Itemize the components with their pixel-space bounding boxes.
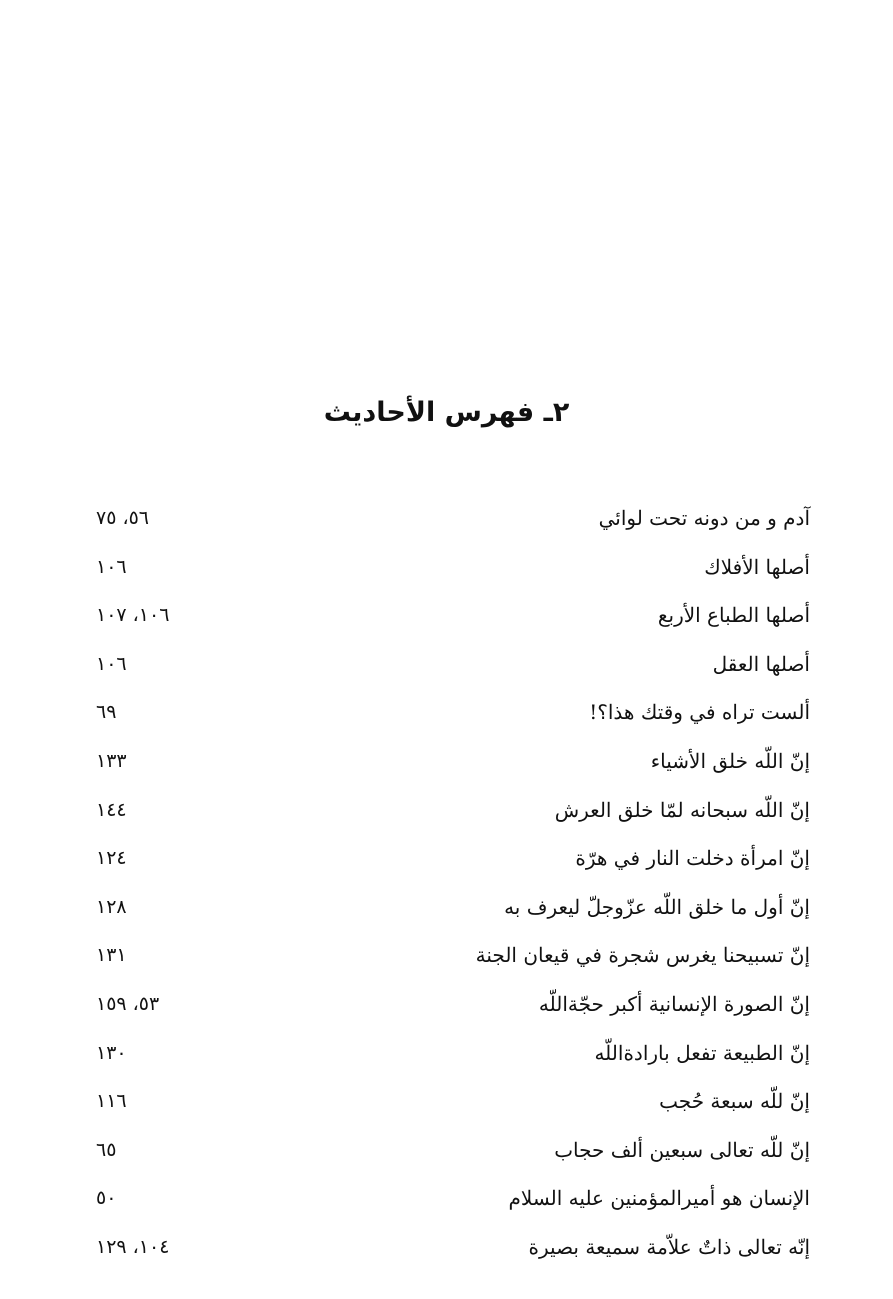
- hadith-text: إنّ أول ما خلق اللّه عزّوجلّ ليعرف به: [504, 894, 810, 919]
- hadith-text: ألست تراه في وقتك هذا؟!: [589, 700, 810, 725]
- hadith-text: إنّ اللّه خلق الأشياء: [650, 748, 810, 773]
- index-entry: [96, 640, 810, 689]
- page-numbers: ١٣٣: [96, 749, 127, 772]
- hadith-text: إنّ اللّه سبحانه لمّا خلق العرش: [554, 797, 810, 822]
- hadith-text: أصلها الطباع الأربع: [657, 603, 810, 628]
- page-numbers: ١٣١: [96, 944, 127, 967]
- page-numbers: ١٠٦: [96, 555, 127, 578]
- page-numbers: ١٢٨: [96, 895, 127, 918]
- page-numbers: ١٤٤: [96, 798, 127, 821]
- page-numbers: ٥٦، ٧٥: [96, 507, 150, 529]
- index-entry: [96, 1174, 810, 1223]
- index-entry: [96, 1077, 810, 1126]
- index-entry: [96, 1223, 810, 1272]
- hadith-text: إنّ الطبيعة تفعل بارادةاللّه: [594, 1040, 810, 1065]
- hadith-text: الإنسان هو أميرالمؤمنين عليه السلام: [508, 1186, 810, 1211]
- index-entry: [96, 980, 810, 1029]
- index-entry: [96, 786, 810, 835]
- hadith-text: إنّ للّه تعالى سبعين ألف حجاب: [554, 1137, 810, 1162]
- index-entry: [96, 737, 810, 786]
- index-entry: [96, 1029, 810, 1078]
- index-entry: [96, 688, 810, 737]
- page-numbers: ٦٩: [96, 701, 117, 724]
- page-numbers: ١١٦: [96, 1090, 127, 1113]
- hadith-text: إنّ للّه سبعة حُجب: [659, 1089, 810, 1114]
- index-entry: [96, 591, 810, 640]
- hadith-text: إنّه تعالى ذاتٌ علاّمة سميعة بصيرة: [528, 1234, 810, 1259]
- hadith-index-list: [96, 494, 810, 1272]
- hadith-text: أصلها الأفلاك: [704, 554, 810, 579]
- index-entry: [96, 543, 810, 592]
- page-numbers: ١٠٦: [96, 652, 127, 675]
- page-numbers: ١٠٦، ١٠٧: [96, 604, 170, 627]
- page-heading: ٢ـ فهرس الأحاديث: [323, 397, 570, 428]
- page-numbers: ٥٣، ١٥٩: [96, 992, 160, 1015]
- page-numbers: ٦٥: [96, 1138, 117, 1161]
- index-entry: [96, 1126, 810, 1175]
- index-entry: [96, 494, 810, 543]
- hadith-text: آدم و من دونه تحت لوائي: [598, 506, 810, 530]
- index-entry: [96, 883, 810, 932]
- page-numbers: ١٣٠: [96, 1041, 127, 1064]
- page-numbers: ١٠٤، ١٢٩: [96, 1235, 170, 1258]
- page-numbers: ٥٠: [96, 1187, 117, 1210]
- page-numbers: ١٢٤: [96, 847, 127, 870]
- hadith-text: أصلها العقل: [712, 651, 810, 676]
- hadith-text: إنّ الصورة الإنسانية أكبر حجّةاللّه: [538, 991, 810, 1016]
- hadith-text: إنّ تسبيحنا يغرس شجرة في قيعان الجنة: [475, 943, 810, 968]
- hadith-text: إنّ امرأة دخلت النار في هرّة: [575, 846, 810, 871]
- index-entry: [96, 834, 810, 883]
- index-entry: [96, 931, 810, 980]
